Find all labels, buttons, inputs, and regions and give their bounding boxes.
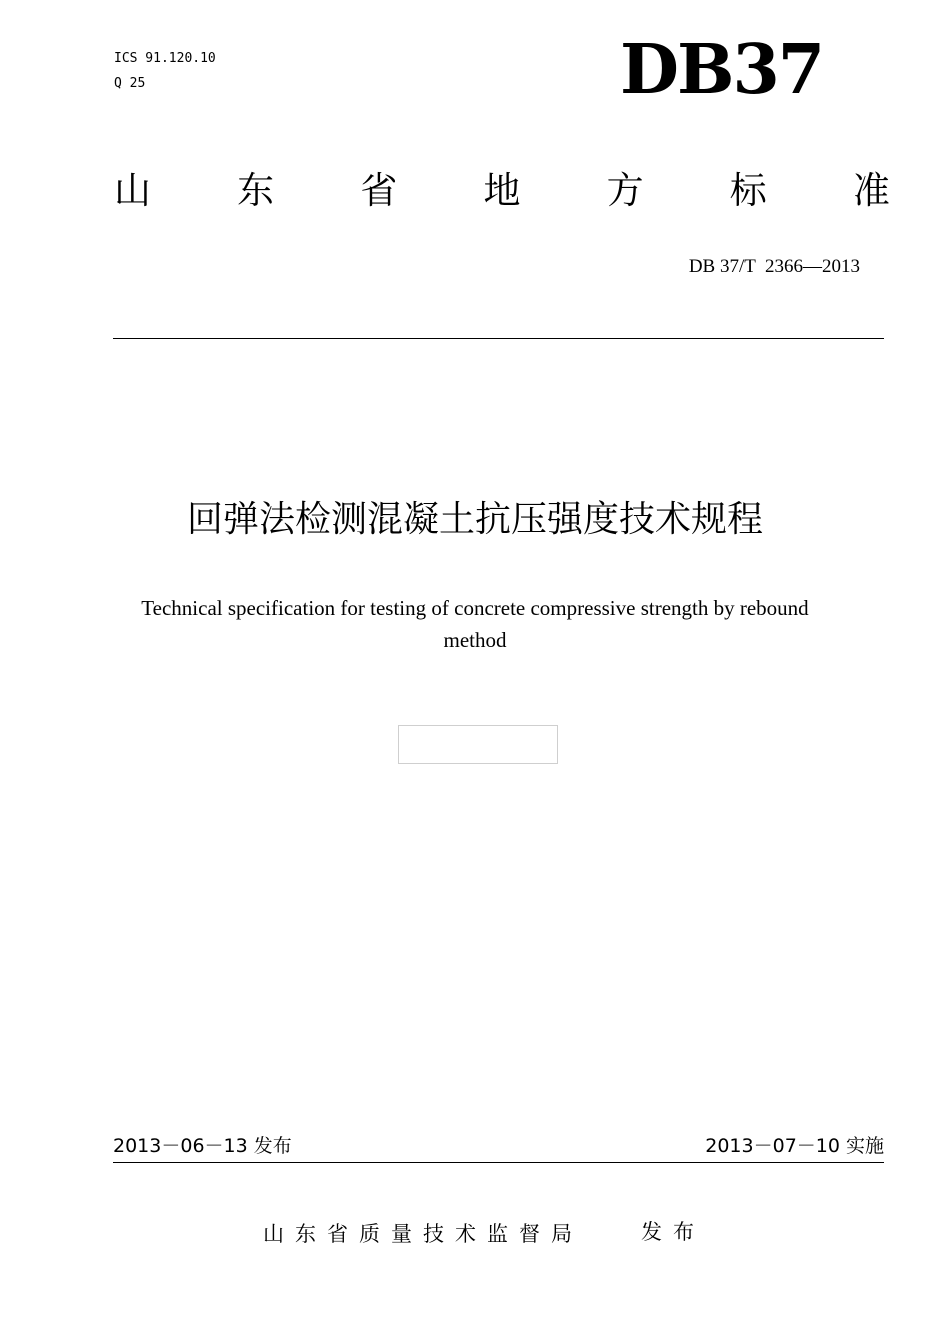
implement-date: 2013－07－10 实施 <box>705 1135 884 1157</box>
standard-number: DB 37/T 2366—2013 <box>688 256 860 277</box>
bottom-divider <box>113 1162 884 1163</box>
standard-type-char: 东 <box>237 169 275 212</box>
title-chinese: 回弹法检测混凝土抗压强度技术规程 <box>186 499 763 540</box>
date-row <box>113 1131 884 1161</box>
standard-type-heading <box>114 165 890 217</box>
publish-date: 2013－06－13 发布 <box>113 1135 292 1157</box>
standard-type-char: 准 <box>852 169 890 212</box>
title-english <box>110 592 840 656</box>
title-english-line: Technical specification for testing of concrete compressive strength by rebound <box>141 596 809 620</box>
title-english-line: method <box>443 628 507 652</box>
ics-code: ICS 91.120.10 <box>114 51 216 66</box>
issuing-authority: 山东省质量技术监督局 <box>263 1222 583 1246</box>
standard-type-char: 方 <box>606 169 644 212</box>
top-divider <box>113 338 884 339</box>
db-logo: DB37 <box>620 30 824 110</box>
standard-type-char: 地 <box>483 169 521 212</box>
standard-type-char: 标 <box>729 169 767 212</box>
classification-code: Q 25 <box>114 76 146 91</box>
issue-word: 发布 <box>641 1220 705 1244</box>
standard-type-char: 省 <box>360 169 398 212</box>
standard-type-char: 山 <box>114 169 151 212</box>
blank-box <box>398 725 558 764</box>
